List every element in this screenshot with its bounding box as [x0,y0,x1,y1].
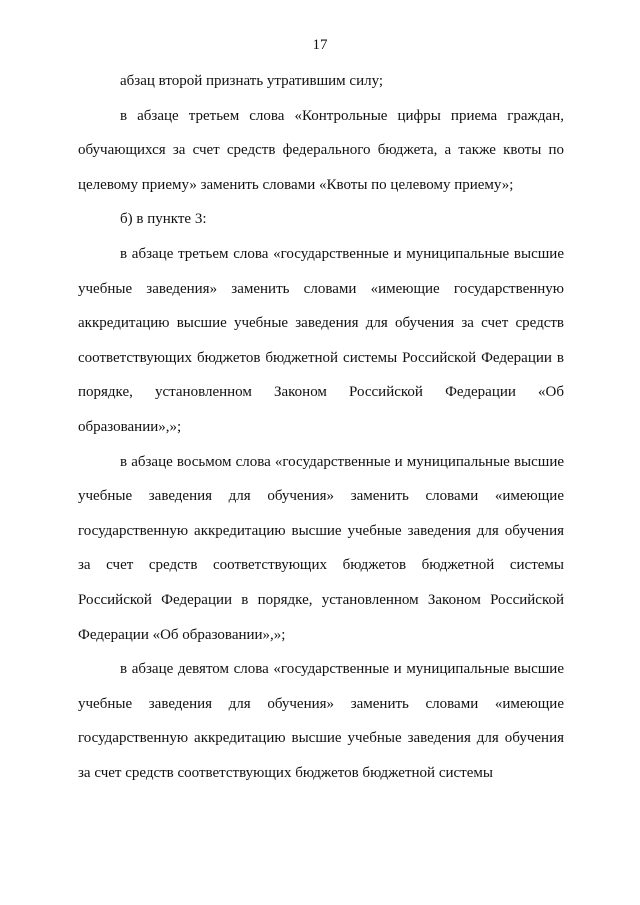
document-body [78,64,564,790]
paragraph-1: абзац второй признать утратившим силу; [120,73,384,89]
paragraph-2: в абзаце третьем слова «Контрольные цифры приема граждан, обучающихся за счет средств федерального бюджета, а также квоты по целевому приему» заменить словами «Квоты по целевому приему»; [78,107,564,193]
paragraph-4: в абзаце третьем слова «государственные и муниципальные высшие учебные заведения» заменить словами «имеющие государственную аккредитацию высшие учебные заведения для обучения за счет средств соответствующих бюджетов бюджетной системы Российской Федерации в порядке, установленном Законом Российской Федерации «Об образовании»,»; [78,245,564,435]
paragraph-5: в абзаце восьмом слова «государственные и муниципальные высшие учебные заведения для обучения» заменить словами «имеющие государственную аккредитацию высшие учебные заведения для обучения за счет средств соответствующих бюджетов бюджетной системы Российской Федерации в порядке, установленном Законом Российской Федерации «Об образовании»,»; [78,453,564,643]
paragraph-3: б) в пункте 3: [120,211,207,228]
paragraph-6: в абзаце девятом слова «государственные и муниципальные высшие учебные заведения для обучения» заменить словами «имеющие государственную аккредитацию высшие учебные заведения для обучения за счет средств соответствующих бюджетов бюджетной системы [78,661,564,781]
page-number: 17 [312,37,328,53]
